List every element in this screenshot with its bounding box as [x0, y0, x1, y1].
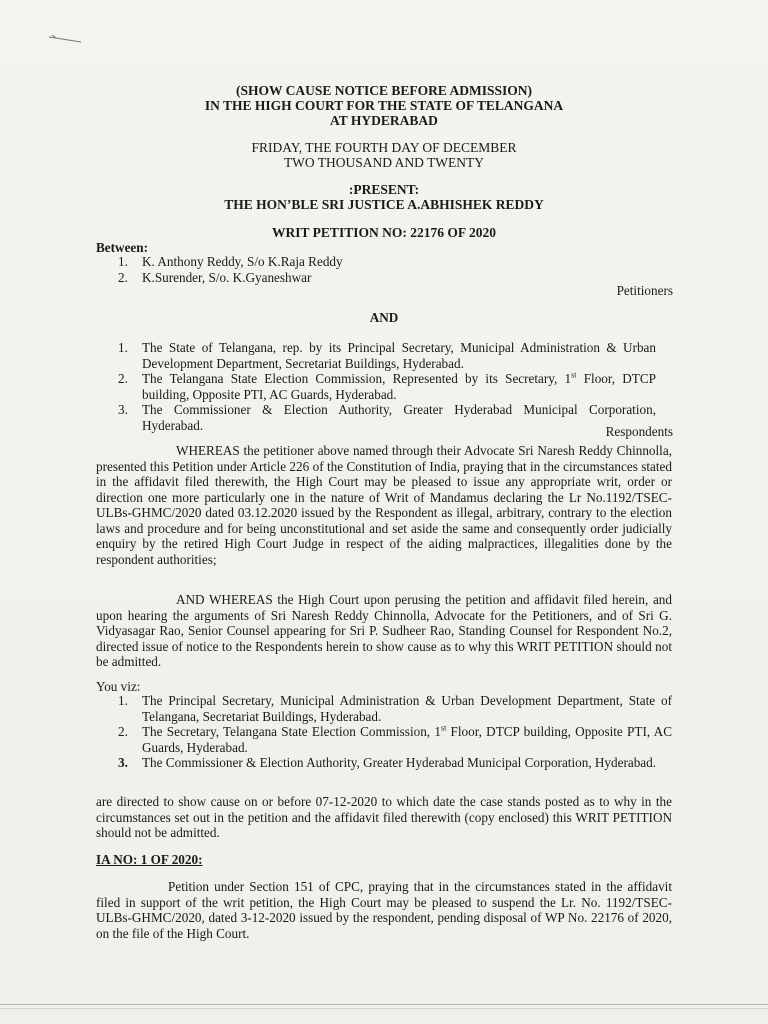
scan-mark-icon	[48, 34, 82, 44]
list-item: 3. The Commissioner & Election Authority, Greater Hyderabad Municipal Corporation, Hyderabad.	[118, 755, 657, 770]
list-item: 3. The Commissioner & Election Authority, Greater Hyderabad Municipal Corporation, Hyderabad.	[118, 402, 656, 433]
noticees-list	[118, 693, 672, 771]
respondents-list	[118, 340, 656, 433]
bottom-rule-secondary	[0, 1008, 768, 1009]
paragraph-and-whereas: AND WHEREAS the High Court upon perusing the petition and affidavit filed herein, and upon hearing the arguments of Sri Naresh Reddy Chinnolla, Advocate for the Petitioners, and of Sri G. Vidyasagar Rao, Senior Counsel appearing for Sri P. Sudheer Rao, Standing Counsel for Respondent No.2, directed issue of notice to the Respondents herein to show cause as to why this WRIT PETITION should not be admitted.	[96, 592, 672, 669]
you-viz-label: You viz:	[96, 679, 141, 694]
paragraph-whereas: WHEREAS the petitioner above named through their Advocate Sri Naresh Reddy Chinnolla, presented this Petition under Article 226 of the Constitution of India, praying that in the circumstances stated in the affidavit filed therewith, the High Court may be pleased to issue any appropriate writ, order or direction one more particularly one in the nature of Writ of Mandamus declaring the Lr No.1192/TSEC-ULBs-GHMC/2020 dated 03.12.2020 issued by the Respondent as illegal, arbitrary, contrary to the election laws and procedure and for being unconstitutional and set aside the same and consequently order judicially enquiry by the retired High Court Judge in respect of the aiding malpractices, illegalities done by the respondent authorities;	[96, 443, 672, 567]
date-line-2: TWO THOUSAND AND TWENTY	[283, 155, 485, 170]
present-label: :PRESENT:	[348, 182, 420, 197]
writ-petition-title: WRIT PETITION NO: 22176 OF 2020	[272, 225, 496, 240]
respondents-label: Respondents	[605, 424, 673, 439]
header-line-3: AT HYDERABAD	[330, 113, 438, 128]
and-label: AND	[369, 310, 399, 325]
list-item: 2. The Secretary, Telangana State Election Commission, 1st Floor, DTCP building, Opposite PTI, AC Guards, Hyderabad.	[118, 723, 672, 755]
petitioners-list	[118, 254, 678, 285]
bottom-rule	[0, 1004, 768, 1005]
header-line-2: IN THE HIGH COURT FOR THE STATE OF TELANGANA	[204, 98, 564, 113]
judge-name: THE HON’BLE SRI JUSTICE A.ABHISHEK REDDY	[224, 197, 544, 212]
paragraph-ia-petition: Petition under Section 151 of CPC, praying that in the circumstances stated in the affidavit filed in support of the writ petition, the High Court may be pleased to suspend the Lr. No. 1192/TSEC-ULBs-GHMC/2020, dated 3-12-2020 issued by the respondent, pending disposal of WP No. 22176 of 2020, on the file of the High Court.	[96, 879, 672, 941]
between-label: Between:	[96, 240, 148, 255]
ia-heading: IA NO: 1 OF 2020:	[96, 852, 203, 867]
paragraph-show-cause: are directed to show cause on or before 07-12-2020 to which date the case stands posted as to why in the circumstances set out in the petition and the affidavit filed therewith (copy enclosed) this WRIT PETITION should not be admitted.	[96, 794, 672, 840]
petitioners-label: Petitioners	[616, 283, 673, 298]
list-item: 1. K. Anthony Reddy, S/o K.Raja Reddy	[118, 254, 343, 269]
list-item: 1. The State of Telangana, rep. by its Principal Secretary, Municipal Administration & Urban Development Department, Secretariat Buildings, Hyderabad.	[118, 340, 656, 371]
list-item: 1. The Principal Secretary, Municipal Administration & Urban Development Department, State of Telangana, Secretariat Buildings, Hyderabad.	[118, 693, 672, 724]
date-line-1: FRIDAY, THE FOURTH DAY OF DECEMBER	[251, 140, 517, 155]
list-item: 2. The Telangana State Election Commission, Represented by its Secretary, 1st Floor, DTCP building, Opposite PTI, AC Guards, Hyderabad.	[118, 370, 656, 402]
header-line-1: (SHOW CAUSE NOTICE BEFORE ADMISSION)	[235, 83, 533, 98]
list-item: 2. K.Surender, S/o. K.Gyaneshwar	[118, 269, 312, 285]
